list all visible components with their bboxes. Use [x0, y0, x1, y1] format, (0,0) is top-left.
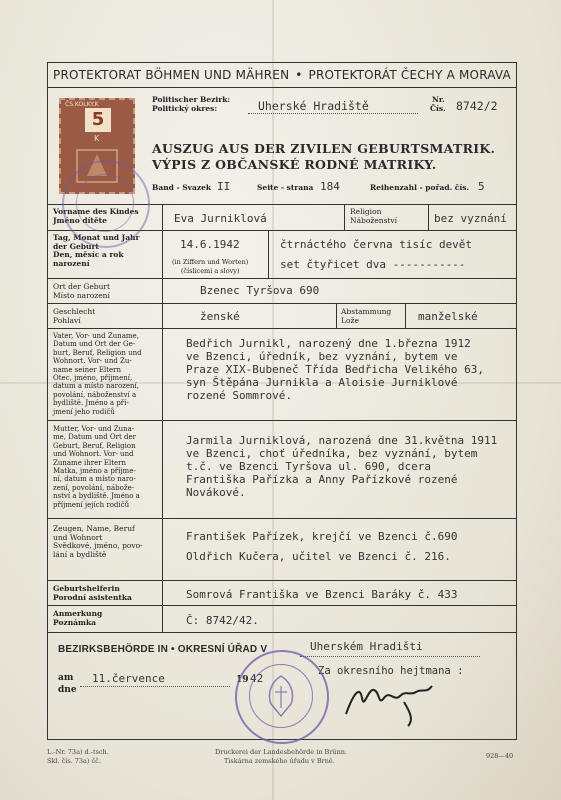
- seite-value: 184: [320, 180, 340, 193]
- band-label: Band - Svazek: [152, 183, 212, 192]
- father-lines: [186, 337, 484, 402]
- midwife-value: Somrová Františka ve Bzenci Baráky č. 433: [186, 588, 458, 601]
- stamp-top-text: ČS.KOLKY.K: [65, 101, 99, 108]
- am-label: am: [58, 673, 74, 683]
- year-prefix: 19: [236, 675, 249, 685]
- nr-value: 8742/2: [456, 99, 498, 113]
- mother-line: Novákové.: [186, 486, 246, 499]
- district-label-cz: Politický okres:: [152, 104, 218, 113]
- partial-seal-icon: [62, 160, 150, 248]
- place-value: Bzenec Tyršova 690: [200, 284, 320, 297]
- coat-of-arms-icon: [261, 672, 301, 720]
- note-value: Č: 8742/42.: [186, 614, 259, 627]
- footer-mid-1: Druckerei der Landesbehörde in Brünn.: [215, 748, 348, 756]
- mother-lines: [186, 434, 497, 499]
- header-right: PROTEKTORÁT ČECHY A MORAVA: [308, 67, 511, 82]
- mother-line: t.č. ve Bzenci Tyršova ul. 690, dcera: [186, 460, 432, 473]
- mother-label: Mutter, Vor- und Zuna- me, Datum und Ort der Geburt, Beruf, Religion und Wohnort. Vor- und Zuname ihrer Eltern Matka, jméno a příjme- ní, datum a místo naro- zení, povolání, nábože- nství a bydliště. Jméno a příjmení jejích rodičů: [53, 425, 140, 509]
- religion-value: bez vyznání: [434, 212, 507, 225]
- footer-left-2: Skl. čís. 73a) čč.: [47, 757, 101, 765]
- header-bullet: •: [295, 67, 303, 82]
- father-line: syn Štěpána Jurnikla a Aloisie Jurniklové: [186, 376, 458, 389]
- date-words-1: čtrnáctého června tisíc devět: [280, 238, 473, 251]
- witness-line-1: František Pařízek, krejčí ve Bzenci č.690: [186, 530, 458, 543]
- father-line: Praze XIX-Bubeneč Třída Bedřicha Velikého 63,: [186, 363, 485, 376]
- father-line: Bedřich Jurnikl, narozený dne 1.března 1912: [186, 337, 471, 350]
- nr-label-de: Nr.: [432, 95, 445, 104]
- authority-label: BEZIRKSBEHÖRDE IN • OKRESNÍ ÚŘAD V: [58, 643, 268, 655]
- name-label: Vorname des Kindes Jméno dítěte: [53, 207, 139, 225]
- band-value: II: [217, 180, 231, 193]
- seite-label: Seite - strana: [257, 183, 314, 192]
- father-line: rozené Sommrové.: [186, 389, 292, 402]
- mother-line: ve Bzenci, choť úředníka, bez vyznání, bytem: [186, 447, 478, 460]
- date-hint: (in Ziffern und Worten) (číslicemi a slovy): [172, 258, 249, 275]
- title-de: AUSZUG AUS DER ZIVILEN GEBURTSMATRIK.: [152, 141, 496, 156]
- date-label: Tag, Monat und Jahr der Geburt Den, měsíc a rok narození: [53, 233, 140, 268]
- year-suffix: 42: [250, 672, 264, 685]
- official-seal-icon: [235, 650, 329, 744]
- for-hejtman: Za okresního hejtmana :: [318, 665, 464, 677]
- date-value: 14.6.1942: [180, 238, 240, 251]
- reihen-value: 5: [478, 180, 485, 193]
- date-words-2: set čtyřicet dva -----------: [280, 258, 466, 271]
- date-issued: 11.července: [92, 672, 165, 685]
- header-bar: [47, 62, 517, 88]
- nr-label-cz: Čís.: [430, 104, 446, 113]
- district-value: Uherské Hradiště: [258, 99, 369, 113]
- reihen-label: Reihenzahl - pořad. čís.: [370, 183, 470, 192]
- stamp-value: 5: [85, 108, 111, 132]
- religion-label: Religion Náboženství: [350, 207, 398, 225]
- footer-mid-2: Tiskárna zemského úřadu v Brně.: [224, 757, 335, 765]
- authority-value: Uherském Hradišti: [310, 640, 423, 653]
- descent-value: manželské: [418, 310, 478, 323]
- mother-line: Jarmila Jurniklová, narozená dne 31.května 1911: [186, 434, 498, 447]
- descent-label: Abstammung Lože: [341, 307, 392, 325]
- title-cz: VÝPIS Z OBČANSKÉ RODNÉ MATRIKY.: [152, 157, 437, 172]
- father-label: Vater, Vor- und Zuname, Datum und Ort der Ge- burt, Beruf, Religion und Wohnort. Vor- und Zu- name seiner Eltern Otec, jméno, příjmení, datum a místo narození, povolání, náboženství a bydliště. Jméno a pří- jmení jeho rodičů: [53, 332, 142, 416]
- name-value: Eva Jurniklová: [174, 212, 267, 225]
- father-line: ve Bzenci, úředník, bez vyznání, bytem ve: [186, 350, 458, 363]
- sex-value: ženské: [200, 310, 240, 323]
- witness-line-2: Oldřich Kučera, učitel ve Bzenci č. 216.: [186, 550, 451, 563]
- place-label: Ort der Geburt Místo narození: [53, 282, 111, 300]
- mother-line: Františka Pařízka a Anny Pařízkové rozené: [186, 473, 458, 486]
- midwife-label: Geburtshelferin Porodní asistentka: [53, 584, 132, 602]
- footer-right: 928—40: [486, 752, 514, 760]
- district-label-de: Politischer Bezirk:: [152, 95, 231, 104]
- header-left: PROTEKTORAT BÖHMEN UND MÄHREN: [53, 67, 290, 82]
- stamp-unit: K: [94, 134, 100, 143]
- witness-label: Zeugen, Name, Beruf und Wohnort Svědkové, jméno, povo- lání a bydliště: [53, 524, 143, 559]
- footer-left-1: L.-Nr. 73a) d.-tsch.: [47, 748, 109, 756]
- dne-label: dne: [58, 685, 77, 695]
- signature-icon: [340, 672, 440, 728]
- note-label: Anmerkung Poznámka: [53, 609, 103, 627]
- sex-label: Geschlecht Pohlaví: [53, 307, 96, 325]
